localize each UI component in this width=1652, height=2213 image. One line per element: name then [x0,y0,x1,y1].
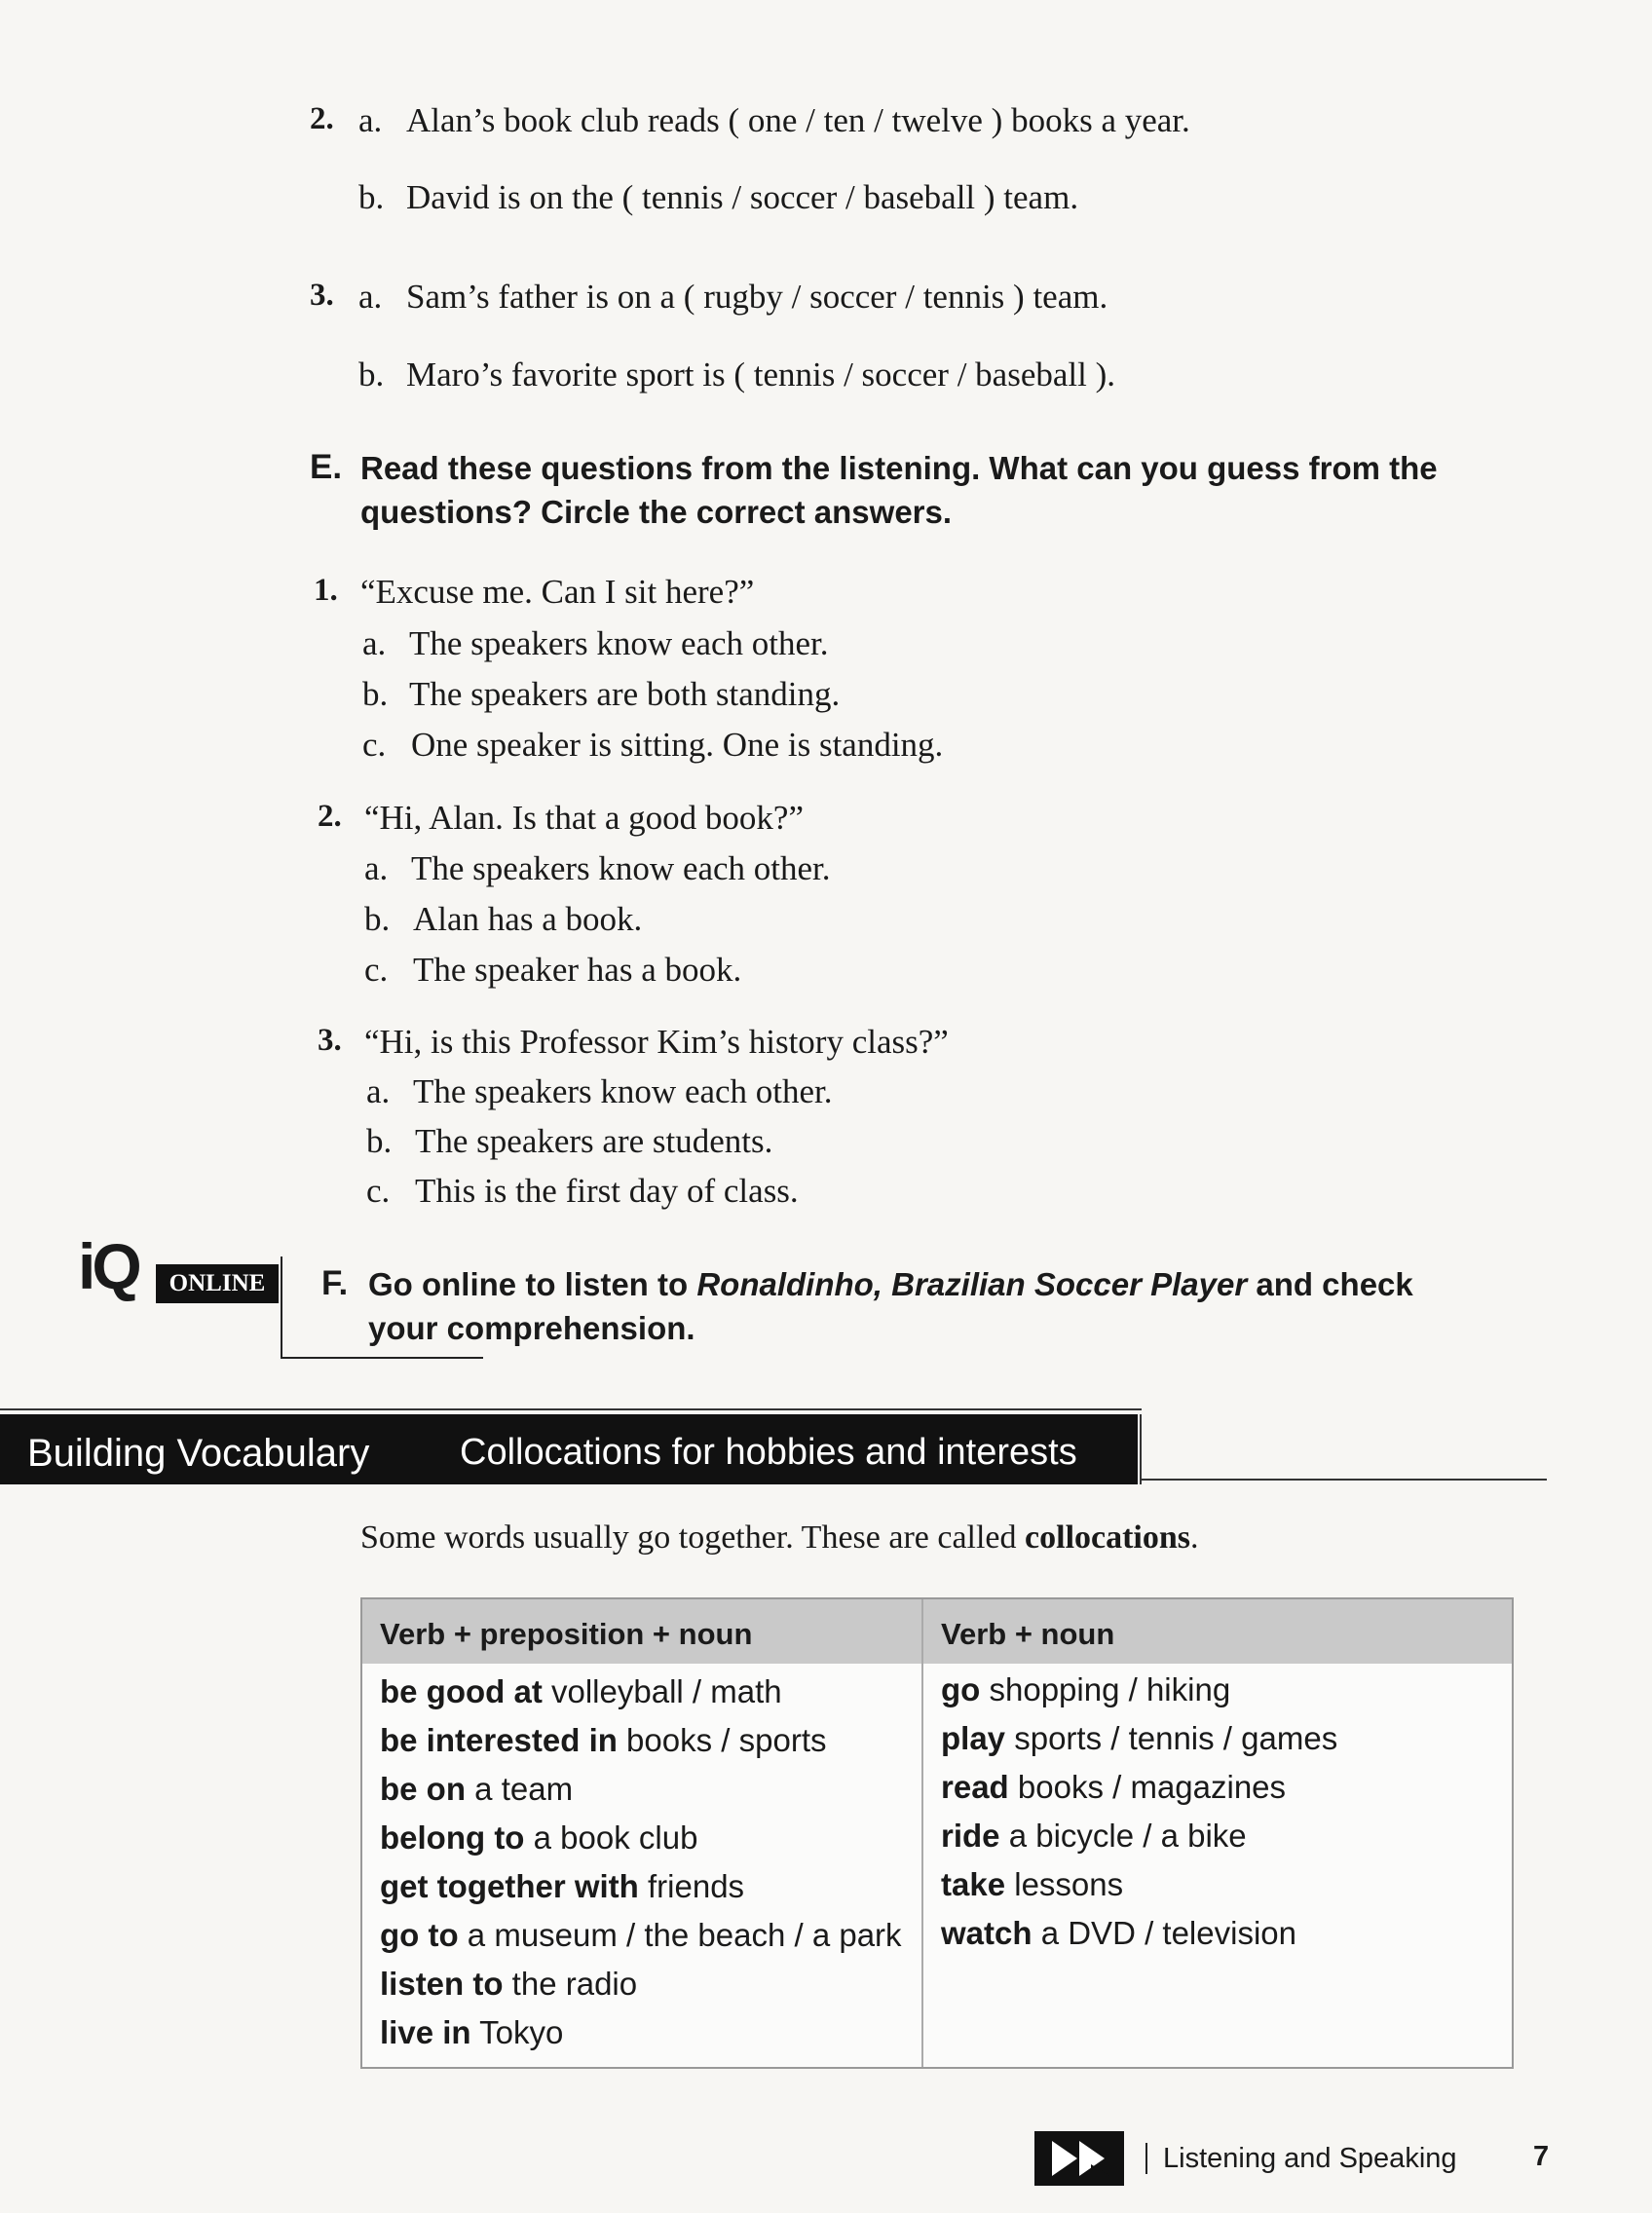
banner-rule [1142,1479,1547,1481]
instruction-line: Read these questions from the listening. What can you guess from the [360,450,1438,486]
banner-rule [1140,1414,1142,1484]
table-row: be on a team [380,1771,574,1807]
question-quote: “Hi, is this Professor Kim’s history class?” [364,1023,949,1061]
table-row: go shopping / hiking [941,1671,1231,1707]
footer-divider [1145,2143,1147,2174]
option-text: The speakers know each other. [411,849,831,887]
option-letter: a. [358,278,383,316]
audio-title: Ronaldinho, Brazilian Soccer Player [696,1266,1248,1302]
table-row: watch a DVD / television [941,1915,1296,1951]
column-divider [921,1599,923,2067]
question-number: 3. [310,278,334,313]
option-letter: b. [364,900,391,938]
question-text: Maro’s favorite sport is ( tennis / soccer / baseball ). [406,356,1115,394]
question-quote: “Excuse me. Can I sit here?” [360,573,755,611]
question-number: 2. [318,799,342,834]
option-letter: a. [364,849,389,887]
option-letter: c. [362,726,387,764]
question-text: Alan’s book club reads ( one / ten / twelve ) books a year. [406,101,1190,139]
column-header: Verb + noun [941,1617,1115,1651]
instruction-line: questions? Circle the correct answers. [360,494,953,530]
option-text: One speaker is sitting. One is standing. [411,726,944,764]
instruction-line: your comprehension. [368,1310,695,1346]
option-letter: a. [358,101,383,139]
table-row: belong to a book club [380,1819,698,1856]
instruction-f [368,1262,1413,1350]
question-quote: “Hi, Alan. Is that a good book?” [364,799,805,837]
table-row: get together with friends [380,1868,745,1904]
table-row: ride a bicycle / a bike [941,1818,1247,1854]
table-row: listen to the radio [380,1966,638,2002]
table-row: play sports / tennis / games [941,1720,1338,1756]
table-row: be good at volleyball / math [380,1673,782,1709]
iq-logo: iQ [78,1230,138,1302]
key-term: collocations [1025,1519,1191,1556]
option-text: The speakers know each other. [409,624,829,662]
option-letter: b. [366,1122,393,1160]
table-row: live in Tokyo [380,2014,564,2050]
section-subtitle: Collocations for hobbies and interests [460,1432,1077,1473]
instruction-e [360,446,1438,534]
option-letter: c. [366,1172,391,1210]
table-row: be interested in books / sports [380,1722,827,1758]
instruction-text: and check [1247,1266,1413,1302]
question-number: 2. [310,101,334,136]
option-text: This is the first day of class. [415,1172,799,1210]
table-row: read books / magazines [941,1769,1287,1805]
fast-forward-icon [1034,2131,1124,2186]
option-letter: a. [366,1072,391,1110]
section-letter-e: E. [310,448,343,486]
section-letter-f: F. [321,1264,349,1302]
option-letter: b. [358,356,385,394]
option-text: The speaker has a book. [413,951,742,989]
online-label: ONLINE [156,1264,279,1303]
intro-text: Some words usually go together. These are called collocations. [360,1519,1199,1556]
option-letter: c. [364,951,389,989]
section-title: Building Vocabulary [27,1432,370,1475]
page-number: 7 [1533,2141,1550,2172]
bracket-line [281,1357,483,1359]
option-text: The speakers are both standing. [409,675,841,713]
option-letter: b. [362,675,389,713]
question-text: Sam’s father is on a ( rugby / soccer / tennis ) team. [406,278,1108,316]
bracket-line [281,1257,282,1358]
column-header: Verb + preposition + noun [380,1617,753,1651]
option-text: The speakers know each other. [413,1072,833,1110]
table-row: take lessons [941,1866,1124,1902]
question-number: 1. [314,573,338,608]
banner-rule [0,1408,1142,1410]
option-text: The speakers are students. [415,1122,773,1160]
collocations-table [360,1597,1514,2069]
option-letter: b. [358,178,385,216]
footer-section-name: Listening and Speaking [1163,2143,1457,2174]
table-row: go to a museum / the beach / a park [380,1917,902,1953]
question-number: 3. [318,1023,342,1058]
option-letter: a. [362,624,387,662]
instruction-text: Go online to listen to [368,1266,697,1302]
option-text: Alan has a book. [413,900,643,938]
question-text: David is on the ( tennis / soccer / baseball ) team. [406,178,1079,216]
